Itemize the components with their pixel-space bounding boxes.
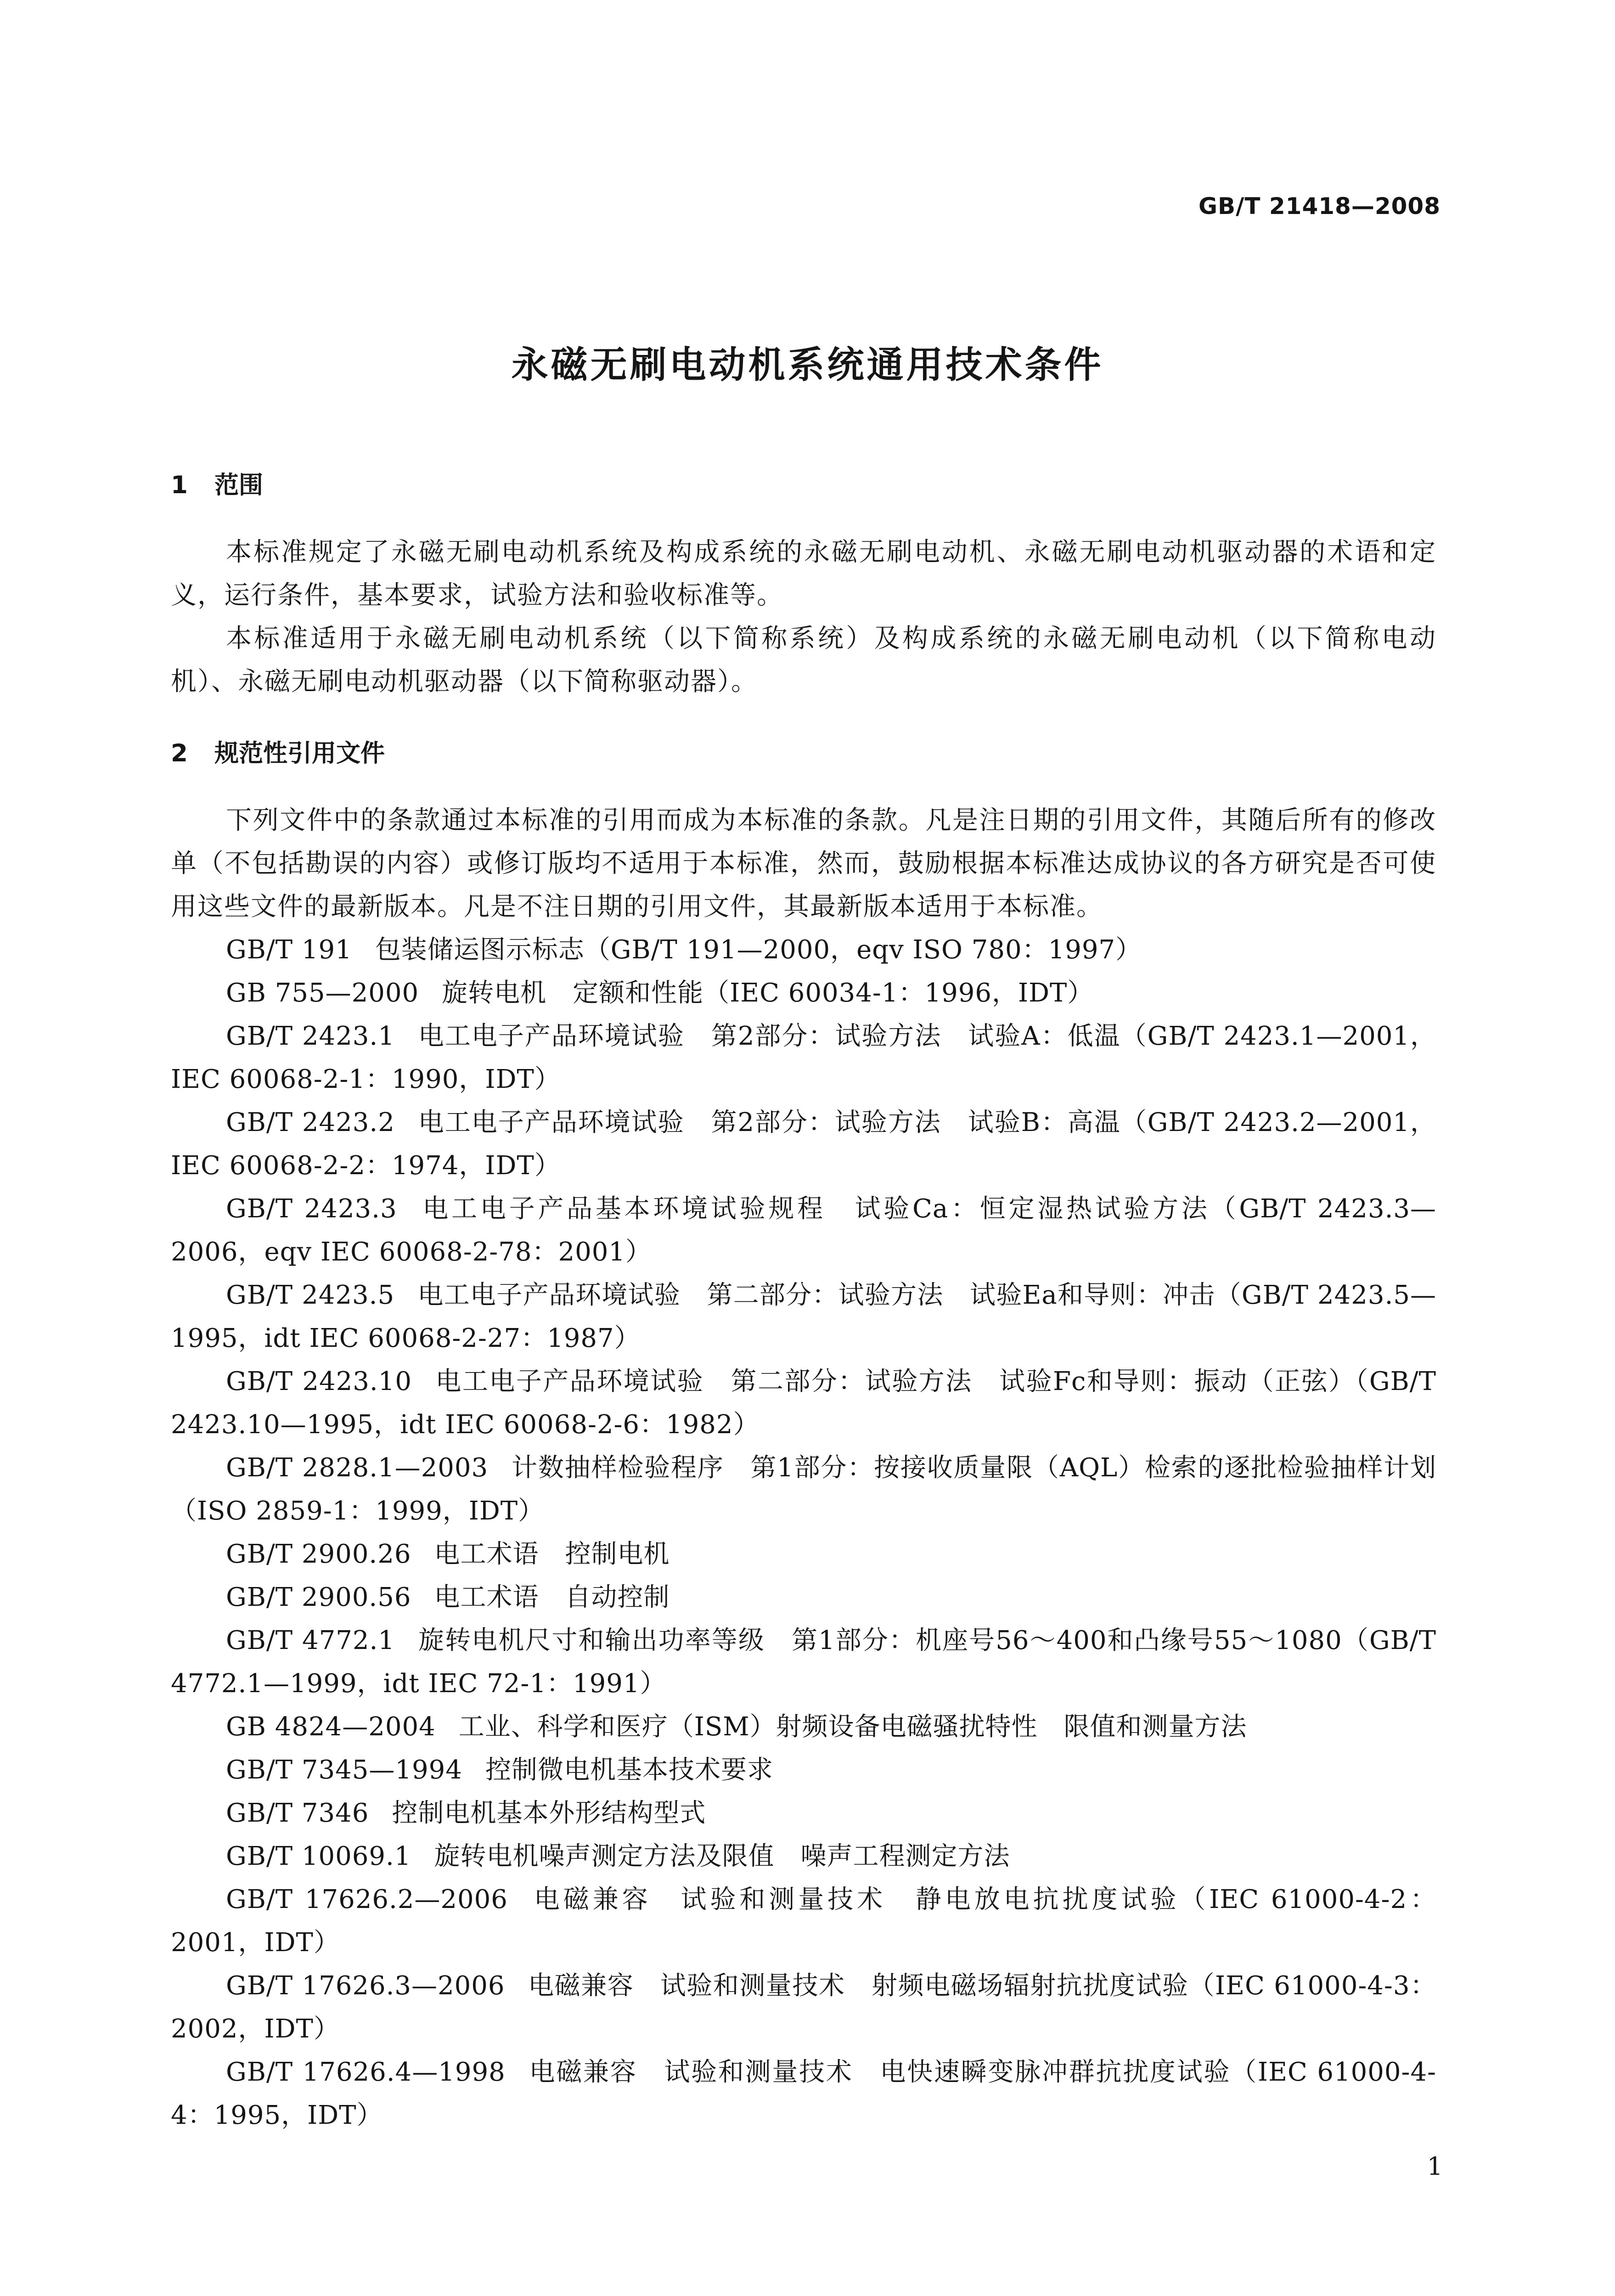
reference-code: GB/T 2423.1 (226, 1021, 395, 1051)
reference-text: 控制电机基本外形结构型式 (392, 1798, 706, 1828)
reference-item (171, 1705, 1436, 1749)
reference-text: 包装储运图示标志（GB/T 191—2000，eqv ISO 780：1997） (375, 935, 1142, 965)
reference-code: GB/T 2900.26 (226, 1539, 411, 1569)
reference-text: 旋转电机 定额和性能（IEC 60034-1：1996，IDT） (442, 978, 1094, 1008)
document-title: 永磁无刷电动机系统通用技术条件 (511, 343, 1104, 386)
reference-code: GB/T 2423.10 (226, 1367, 412, 1396)
reference-text: 电磁兼容 试验和测量技术 电快速瞬变脉冲群抗扰度试验（IEC 61000-4-4：1995，IDT） (171, 2057, 1437, 2130)
reference-code: GB/T 2423.3 (226, 1194, 397, 1224)
reference-item (171, 1446, 1436, 1533)
reference-item (171, 1878, 1436, 1964)
reference-item (171, 1533, 1436, 1576)
reference-code: GB/T 191 (226, 935, 352, 965)
reference-text: 电工电子产品环境试验 第2部分：试验方法 试验A：低温（GB/T 2423.1—2001，IEC 60068-2-1：1990，IDT） (171, 1021, 1436, 1094)
reference-code: GB/T 7346 (226, 1798, 369, 1828)
reference-text: 电工术语 自动控制 (434, 1582, 670, 1612)
reference-item (171, 1274, 1436, 1360)
reference-code: GB/T 2423.5 (226, 1280, 395, 1310)
reference-text: 电工术语 控制电机 (434, 1539, 670, 1569)
reference-item (171, 1576, 1436, 1619)
reference-code: GB/T 17626.4—1998 (226, 2057, 506, 2087)
reference-code: GB/T 2828.1—2003 (226, 1453, 489, 1483)
reference-item (171, 1964, 1436, 2051)
reference-item (171, 1360, 1436, 1446)
scope-paragraph: 本标准规定了永磁无刷电动机系统及构成系统的永磁无刷电动机、永磁无刷电动机驱动器的术语和定义，运行条件，基本要求，试验方法和验收标准等。 (171, 537, 1436, 610)
references-intro-paragraph: 下列文件中的条款通过本标准的引用而成为本标准的条款。凡是注日期的引用文件，其随后所有的修改单（不包括勘误的内容）或修订版均不适用于本标准，然而，鼓励根据本标准达成协议的各方研究是否可使用这些文件的最新版本。凡是不注日期的引用文件，其最新版本适用于本标准。 (171, 805, 1436, 922)
reference-item (171, 1619, 1436, 1705)
reference-text: 电工电子产品环境试验 第二部分：试验方法 试验Ea和导则：冲击（GB/T 2423.5—1995，idt IEC 60068-2-27：1987） (171, 1280, 1436, 1353)
reference-text: 电磁兼容 试验和测量技术 射频电磁场辐射抗扰度试验（IEC 61000-4-3：2002，IDT） (171, 1971, 1436, 2044)
reference-code: GB/T 4772.1 (226, 1626, 395, 1655)
reference-code: GB 755—2000 (226, 978, 419, 1008)
document-body (171, 464, 1436, 2137)
reference-code: GB/T 17626.3—2006 (226, 1971, 505, 2001)
reference-item (171, 1015, 1436, 1101)
reference-code: GB/T 7345—1994 (226, 1755, 462, 1785)
reference-code: GB 4824—2004 (226, 1712, 436, 1742)
reference-code: GB/T 17626.2—2006 (226, 1885, 508, 1914)
standard-code: GB/T 21418—2008 (1198, 193, 1441, 219)
reference-code: GB/T 2900.56 (226, 1582, 411, 1612)
page-number: 1 (1427, 2152, 1443, 2181)
reference-item (171, 1749, 1436, 1792)
section-number: 2 (171, 739, 188, 767)
reference-text: 计数抽样检验程序 第1部分：按接收质量限（AQL）检索的逐批检验抽样计划（ISO 2859-1：1999，IDT） (171, 1453, 1436, 1526)
section-heading-normative-references (171, 732, 1436, 775)
reference-text: 旋转电机尺寸和输出功率等级 第1部分：机座号56～400和凸缘号55～1080（GB/T 4772.1—1999，idt IEC 72-1：1991） (171, 1626, 1437, 1699)
reference-item (171, 1101, 1436, 1187)
reference-item (171, 1187, 1436, 1274)
section-title: 范围 (214, 471, 263, 499)
section-heading-scope (171, 464, 1436, 507)
reference-text: 控制微电机基本技术要求 (485, 1755, 773, 1785)
reference-item (171, 972, 1436, 1015)
reference-text: 电工电子产品环境试验 第2部分：试验方法 试验B：高温（GB/T 2423.2—2001，IEC 60068-2-2：1974，IDT） (171, 1108, 1436, 1181)
section-number: 1 (171, 471, 188, 499)
reference-code: GB/T 2423.2 (226, 1108, 395, 1137)
reference-text: 电工电子产品环境试验 第二部分：试验方法 试验Fc和导则：振动（正弦）（GB/T 2423.10—1995，idt IEC 60068-2-6：1982） (171, 1367, 1437, 1440)
reference-code: GB/T 10069.1 (226, 1841, 411, 1871)
reference-text: 电磁兼容 试验和测量技术 静电放电抗扰度试验（IEC 61000-4-2：2001，IDT） (171, 1885, 1436, 1958)
reference-item (171, 1792, 1436, 1835)
reference-item (171, 2051, 1436, 2137)
section-title: 规范性引用文件 (214, 739, 385, 767)
reference-text: 电工电子产品基本环境试验规程 试验Ca：恒定湿热试验方法（GB/T 2423.3—2006，eqv IEC 60068-2-78：2001） (171, 1194, 1436, 1267)
scope-paragraph: 本标准适用于永磁无刷电动机系统（以下简称系统）及构成系统的永磁无刷电动机（以下简称电动机）、永磁无刷电动机驱动器（以下简称驱动器）。 (171, 624, 1436, 697)
reference-item (171, 1835, 1436, 1878)
reference-text: 工业、科学和医疗（ISM）射频设备电磁骚扰特性 限值和测量方法 (458, 1712, 1247, 1742)
reference-item (171, 929, 1436, 972)
reference-text: 旋转电机噪声测定方法及限值 噪声工程测定方法 (434, 1841, 1010, 1871)
